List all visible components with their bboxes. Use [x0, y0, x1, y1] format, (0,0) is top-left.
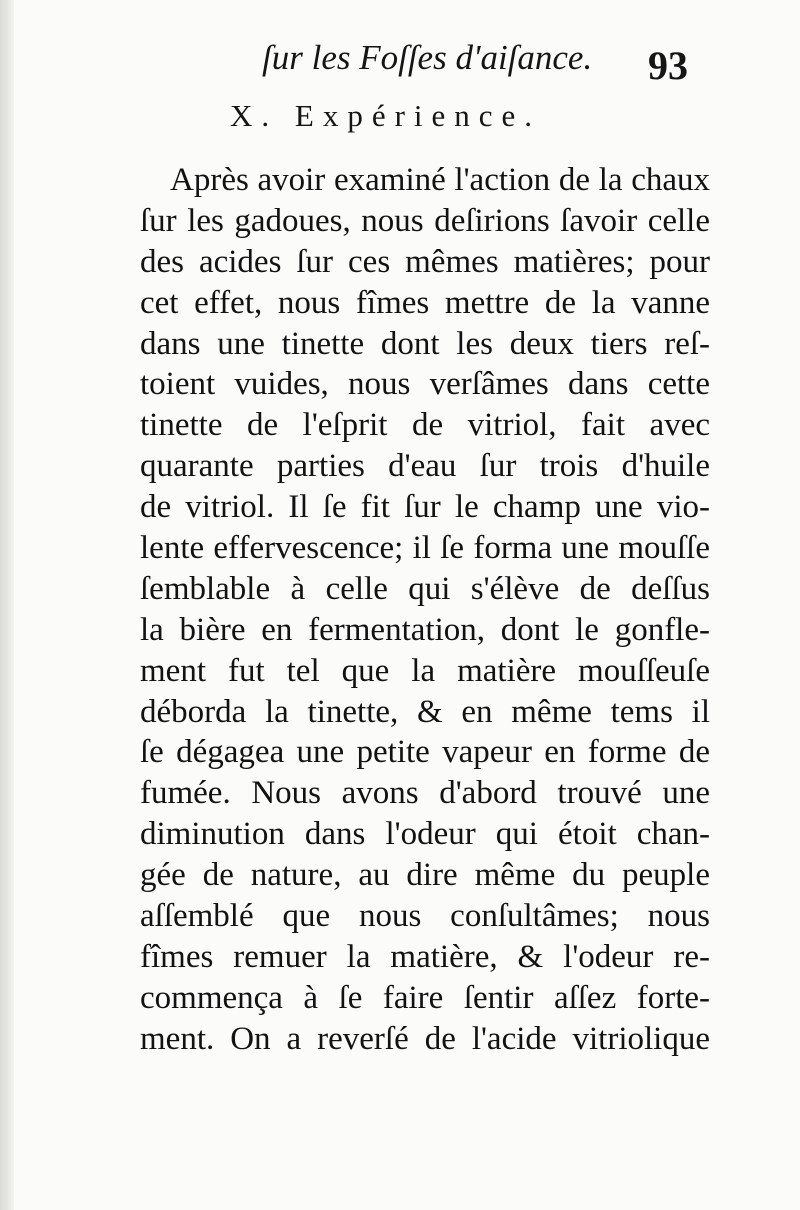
text-line: dans une tinette dont les deux tiers reſ-	[140, 325, 710, 362]
text-line: diminution dans l'odeur qui étoit chan-	[140, 816, 710, 853]
text-line: de vitriol. Il ſe fit ſur le champ une vio-	[140, 489, 710, 526]
text-line: fumée. Nous avons d'abord trouvé une	[140, 775, 710, 812]
text-line: ſur les gadoues, nous deſirions ſavoir celle	[140, 202, 710, 239]
text-line: fîmes remuer la matière, & l'odeur re-	[140, 938, 710, 975]
page-header	[0, 28, 800, 88]
text-line: ment fut tel que la matière mouſſeuſe	[140, 652, 710, 689]
body-text	[140, 160, 710, 1060]
text-line: Après avoir examiné l'action de la chaux	[170, 162, 710, 198]
text-line: lente effervescence; il ſe forma une mouſſe	[140, 530, 710, 567]
text-line: toient vuides, nous verſâmes dans cette	[140, 366, 710, 403]
text-line: gée de nature, au dire même du peuple	[140, 857, 710, 894]
section-title: X. Expérience.	[230, 98, 542, 133]
text-line: déborda la tinette, & en même tems il	[140, 693, 710, 730]
text-line: ſe dégagea une petite vapeur en forme de	[140, 734, 710, 771]
text-line: des acides ſur ces mêmes matières; pour	[140, 243, 710, 280]
text-line: aſſemblé que nous conſultâmes; nous	[140, 898, 710, 935]
text-line: la bière en fermentation, dont le gonfle-	[140, 611, 710, 648]
text-line: quarante parties d'eau ſur trois d'huile	[140, 448, 710, 485]
page-number: 93	[648, 43, 688, 88]
text-line: ment. On a reverſé de l'acide vitriolique	[140, 1020, 710, 1057]
text-line: ſemblable à celle qui s'élève de deſſus	[140, 570, 710, 607]
text-line: cet effet, nous fîmes mettre de la vanne	[140, 284, 710, 321]
running-head: ſur les Foſſes d'aiſance.	[262, 38, 593, 77]
text-line: commença à ſe faire ſentir aſſez forte-	[140, 979, 710, 1016]
page-gutter-shadow	[0, 0, 14, 1210]
text-line: tinette de l'eſprit de vitriol, fait avec	[140, 407, 710, 444]
